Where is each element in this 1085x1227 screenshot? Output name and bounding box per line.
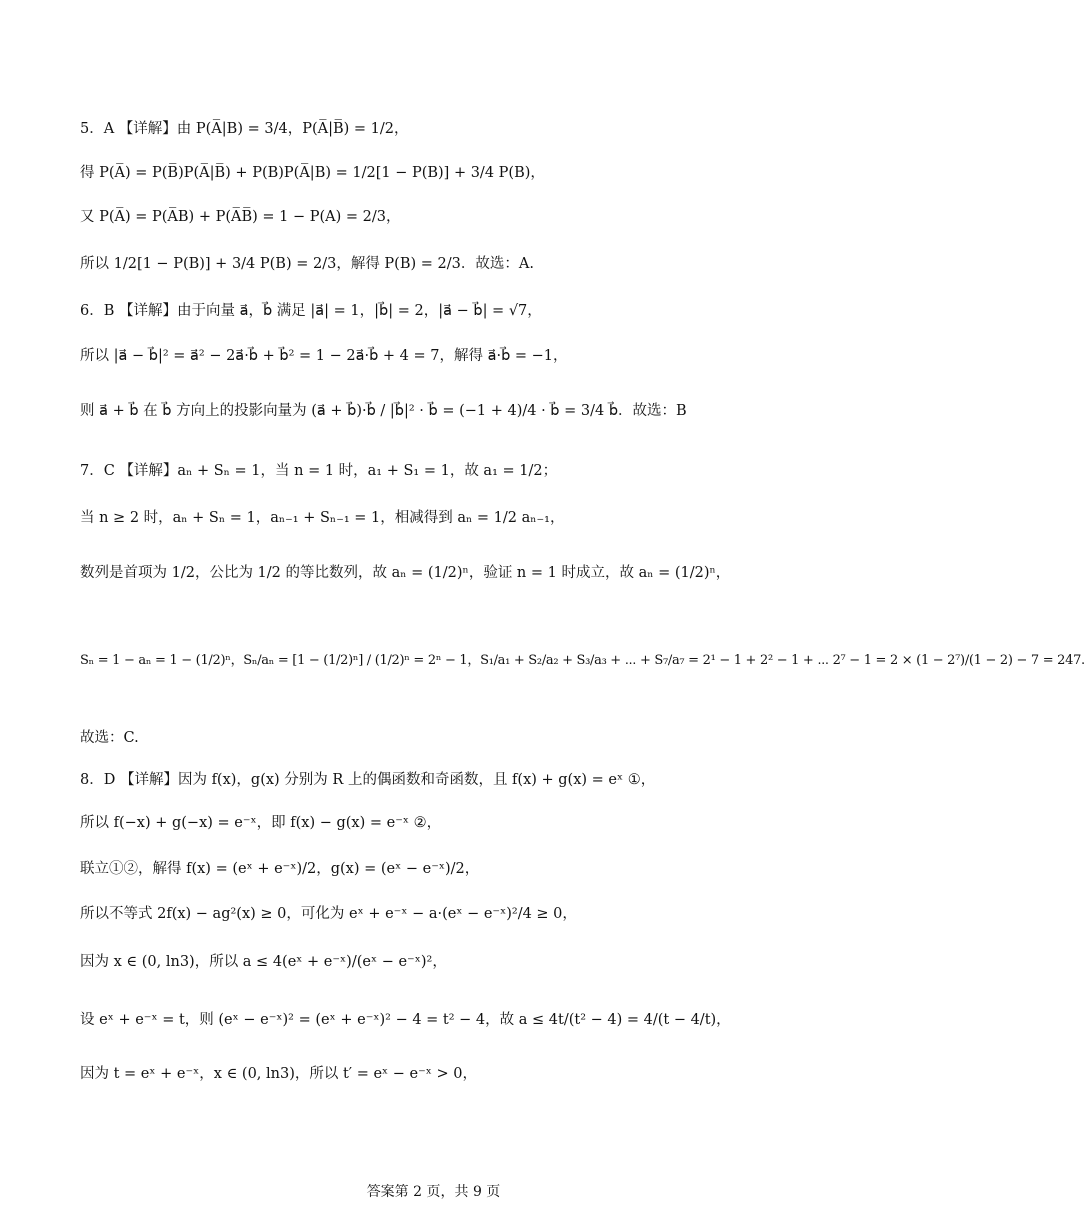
- problem-7-line-5: 故选：C.: [80, 730, 139, 746]
- problem-8-line-1: 8．D 【详解】因为 f(x)，g(x) 分别为 R 上的偶函数和奇函数，且 f(x) + g(x) = eˣ ①，: [80, 772, 656, 788]
- problem-7-line-1: 7．C 【详解】aₙ + Sₙ = 1，当 n = 1 时，a₁ + S₁ = 1，故 a₁ = 1/2；: [80, 463, 558, 479]
- problem-5-line-3: 又 P(A̅) = P(A̅B) + P(A̅B̅) = 1 − P(A) = 2/3，: [80, 209, 401, 225]
- problem-6-line-1: 6．B 【详解】由于向量 a⃗，b⃗ 满足 |a⃗| = 1，|b⃗| = 2，|a⃗ − b⃗| = √7，: [80, 303, 542, 319]
- problem-7-line-2: 当 n ≥ 2 时，aₙ + Sₙ = 1，aₙ₋₁ + Sₙ₋₁ = 1，相减得到 aₙ = 1/2 aₙ₋₁，: [80, 510, 565, 526]
- problem-5-line-4: 所以 1/2[1 − P(B)] + 3/4 P(B) = 2/3，解得 P(B) = 2/3．故选：A.: [80, 256, 534, 272]
- problem-6-line-2: 所以 |a⃗ − b⃗|² = a⃗² − 2a⃗·b⃗ + b⃗² = 1 − 2a⃗·b⃗ + 4 = 7，解得 a⃗·b⃗ = −1，: [80, 348, 568, 364]
- problem-7-line-4: Sₙ = 1 − aₙ = 1 − (1/2)ⁿ，Sₙ/aₙ = [1 − (1/2)ⁿ] / (1/2)ⁿ = 2ⁿ − 1，S₁/a₁ + S₂/a₂ + S₃/a₃ + ⋯ + S₇/a₇ = 2¹ − 1 + 2² − 1 + ⋯ 2⁷ − 1 = 2 × (1 − 2⁷)/(1 − 2) − 7 = 247.: [80, 653, 1085, 668]
- problem-5-line-2: 得 P(A̅) = P(B̅)P(A̅|B̅) + P(B)P(A̅|B) = 1/2[1 − P(B)] + 3/4 P(B)，: [80, 165, 545, 181]
- problem-8-line-6: 设 eˣ + e⁻ˣ = t，则 (eˣ − e⁻ˣ)² = (eˣ + e⁻ˣ)² − 4 = t² − 4，故 a ≤ 4t/(t² − 4) = 4/(t − 4/t)，: [80, 1012, 731, 1028]
- problem-8-line-3: 联立①②，解得 f(x) = (eˣ + e⁻ˣ)/2，g(x) = (eˣ − e⁻ˣ)/2，: [80, 861, 480, 877]
- problem-7-line-3: 数列是首项为 1/2，公比为 1/2 的等比数列，故 aₙ = (1/2)ⁿ，验证 n = 1 时成立，故 aₙ = (1/2)ⁿ，: [80, 565, 731, 581]
- problem-8-line-7: 因为 t = eˣ + e⁻ˣ，x ∈ (0, ln3)，所以 t′ = eˣ − e⁻ˣ > 0，: [80, 1066, 478, 1082]
- problem-5-line-1: 5．A 【详解】由 P(A̅|B) = 3/4，P(A̅|B̅) = 1/2，: [80, 121, 409, 137]
- problem-6-line-3: 则 a⃗ + b⃗ 在 b⃗ 方向上的投影向量为 (a⃗ + b⃗)·b⃗ / |b⃗|² · b⃗ = (−1 + 4)/4 · b⃗ = 3/4 b⃗．故选：B: [80, 403, 687, 419]
- problem-8-line-4: 所以不等式 2f(x) − ag²(x) ≥ 0，可化为 eˣ + e⁻ˣ − a·(eˣ − e⁻ˣ)²/4 ≥ 0，: [80, 906, 577, 922]
- problem-8-line-2: 所以 f(−x) + g(−x) = e⁻ˣ，即 f(x) − g(x) = e⁻ˣ ②，: [80, 815, 442, 831]
- problem-8-line-5: 因为 x ∈ (0, ln3)，所以 a ≤ 4(eˣ + e⁻ˣ)/(eˣ − e⁻ˣ)²，: [80, 954, 447, 970]
- page-footer: 答案第 2 页，共 9 页: [366, 1184, 501, 1200]
